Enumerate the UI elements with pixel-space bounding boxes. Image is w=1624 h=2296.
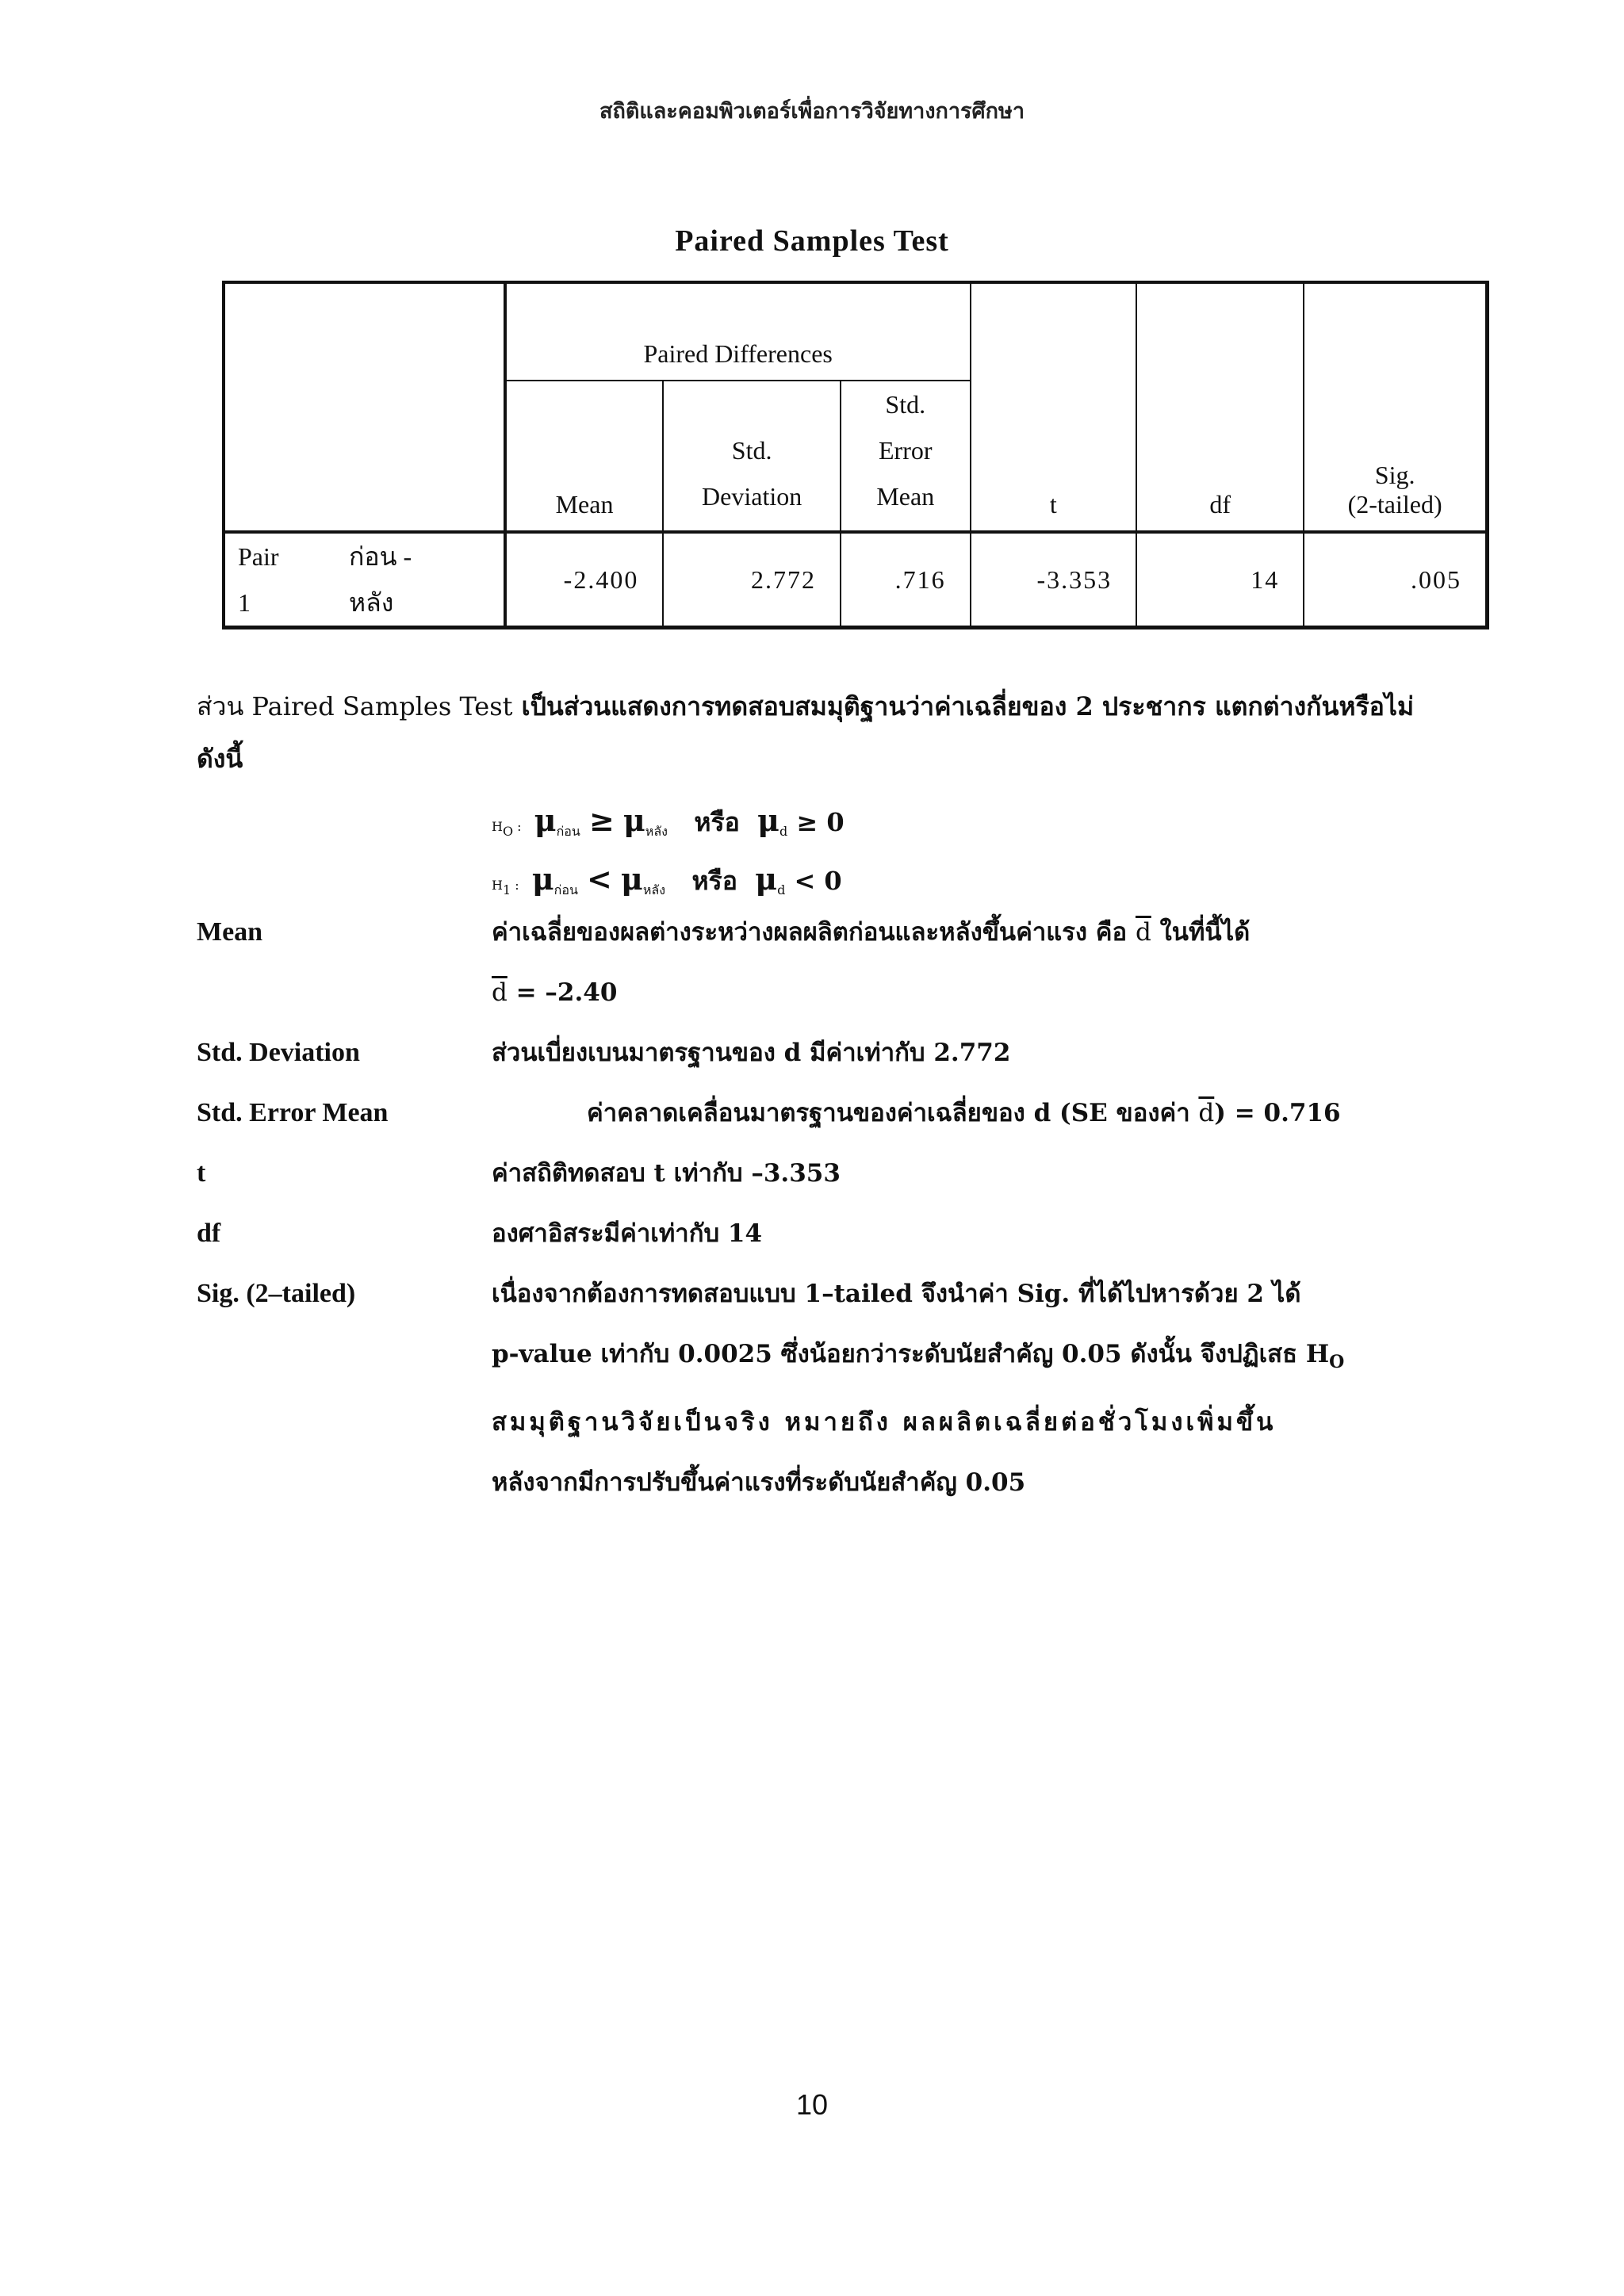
hypothesis-h1: $H_1$ : $\mu_{ก่อน} < \mu_{หลัง}$ หรือ $\mu_d < 0$ (492, 861, 842, 897)
def-t (197, 1143, 1434, 1203)
def-sig-line2: p-value เท่ากับ 0.0025 ซึ่งน้อยกว่าระดับนัยสำคัญ 0.05 ดังนั้น จึงปฏิเสธ H (492, 1340, 1330, 1368)
def-sig-line1: เนื่องจากต้องการทดสอบแบบ 1–tailed จึงนำค่า Sig. ที่ได้ไปหารด้วย 2 ได้ (492, 1280, 1301, 1308)
h0-sd: d (779, 824, 788, 839)
def-sd-text: ส่วนเบี่ยงเบนมาตรฐานของ d มีค่าเท่ากับ 2.772 (492, 1039, 1011, 1067)
intro-paragraph (197, 680, 1434, 785)
h0-op2: ≥ 0 (796, 807, 845, 837)
intro-rest: เป็นส่วนแสดงการทดสอบสมมุติฐานว่าค่าเฉลี่ยของ 2 ประชากร แตกต่างกันหรือไม่ (521, 691, 1415, 721)
row-label-pair-1: Pair (238, 542, 279, 571)
def-mean-value: = –2.40 (515, 978, 618, 1007)
def-mean-value-dbar: $\overline{d}$ (492, 978, 508, 1007)
paired-samples-table (222, 281, 1489, 629)
def-df (197, 1203, 1434, 1264)
def-se-dbar: $\overline{d}$ (1198, 1099, 1215, 1127)
col-header-std-dev-line2: Deviation (702, 482, 802, 511)
col-header-df: df (1136, 282, 1304, 532)
cell-t: -3.353 (971, 532, 1137, 628)
cell-df: 14 (1136, 532, 1304, 628)
cell-std-dev: 2.772 (663, 532, 841, 628)
def-se-text-end: ) = 0.716 (1214, 1099, 1341, 1127)
col-header-sig (1304, 282, 1487, 532)
def-sig (197, 1264, 1434, 1513)
col-header-t: t (971, 282, 1137, 532)
row-label (224, 532, 505, 628)
def-df-text: องศาอิสระมีค่าเท่ากับ 14 (492, 1219, 763, 1248)
def-mean (197, 902, 1434, 962)
col-header-sig-line2: (2-tailed) (1347, 490, 1442, 519)
h0-label-sub: O (502, 824, 514, 839)
def-mean-value-row (197, 962, 1434, 1023)
corner-cell (224, 282, 505, 532)
col-header-std-err-line3: Mean (876, 482, 935, 511)
def-t-term: t (197, 1158, 206, 1188)
h1-label: H (492, 878, 503, 893)
h1-sd: d (777, 882, 786, 897)
def-sig-line2-sub: O (1329, 1352, 1345, 1373)
h1-label-sub: 1 (502, 882, 511, 897)
cell-mean: -2.400 (505, 532, 664, 628)
h1-op: < (587, 861, 612, 897)
def-sig-term: Sig. (2–tailed) (197, 1279, 356, 1308)
row-label-var-2: หลัง (349, 588, 394, 617)
def-std-dev (197, 1023, 1434, 1083)
cell-std-err: .716 (841, 532, 971, 628)
intro-line2: ดังนี้ (197, 744, 243, 774)
def-t-text: ค่าสถิติทดสอบ t เท่ากับ –3.353 (492, 1159, 841, 1188)
def-mean-text-end: ในที่นี้ได้ (1159, 918, 1251, 947)
h1-op2: < 0 (794, 866, 842, 896)
table-row (224, 532, 1488, 628)
def-se-text: ค่าคลาดเคลื่อนมาตรฐานของค่าเฉลี่ยของ d (SE ของค่า (587, 1099, 1190, 1127)
def-se-term: Std. Error Mean (197, 1098, 389, 1127)
h0-mu: μ (534, 802, 557, 838)
h0-s2: หลัง (645, 824, 668, 839)
def-sig-line3: สมมุติฐานวิจัยเป็นจริง หมายถึง ผลผลิตเฉลี่ยต่อชั่วโมงเพิ่มขึ้น (492, 1408, 1277, 1437)
col-header-sig-line1: Sig. (1374, 461, 1415, 489)
h0-or: หรือ (694, 807, 740, 837)
h1-s2: หลัง (642, 882, 666, 897)
cell-sig: .005 (1304, 532, 1487, 628)
def-mean-dbar: $\overline{d}$ (1135, 918, 1151, 947)
col-header-std-err (841, 381, 971, 532)
def-sd-term: Std. Deviation (197, 1038, 360, 1067)
h1-mu3: μ (755, 861, 778, 897)
def-sig-line4: หลังจากมีการปรับขึ้นค่าแรงที่ระดับนัยสำคัญ 0.05 (492, 1468, 1026, 1498)
def-mean-text: ค่าเฉลี่ยของผลต่างระหว่างผลผลิตก่อนและหลังขึ้นค่าแรง คือ (492, 918, 1128, 947)
col-header-std-dev-line1: Std. (731, 436, 772, 465)
row-label-var-1: ก่อน - (349, 542, 412, 571)
col-header-std-err-line2: Error (879, 436, 933, 465)
running-header: สถิติและคอมพิวเตอร์เพื่อการวิจัยทางการศึกษา (599, 99, 1025, 124)
col-header-mean: Mean (505, 381, 664, 532)
h0-label: H (492, 819, 503, 834)
def-std-err (197, 1083, 1434, 1143)
page-number: 10 (795, 2088, 829, 2121)
h0-mu3: μ (757, 802, 779, 838)
h0-s1: ก่อน (556, 824, 580, 839)
h1-mu: μ (531, 861, 554, 897)
row-label-pair-2: 1 (238, 588, 251, 617)
group-header: Paired Differences (505, 282, 971, 381)
def-mean-term: Mean (197, 917, 263, 947)
h1-mu2: μ (621, 861, 643, 897)
hypothesis-h0: $H_O$ : $\mu_{ก่อน} \ge \mu_{หลัง}$ หรือ $\mu_d \ge 0$ (492, 802, 845, 839)
col-header-std-err-line1: Std. (885, 390, 926, 419)
def-df-term: df (197, 1219, 221, 1248)
h0-op: ≥ (588, 802, 615, 838)
definitions-list (197, 902, 1434, 1513)
h1-s1: ก่อน (553, 882, 578, 897)
table-title: Paired Samples Test (675, 224, 949, 258)
col-header-std-dev (663, 381, 841, 532)
h1-or: หรือ (691, 866, 737, 896)
intro-prefix: ส่วน Paired Samples Test (197, 691, 513, 721)
h0-mu2: μ (622, 802, 645, 838)
